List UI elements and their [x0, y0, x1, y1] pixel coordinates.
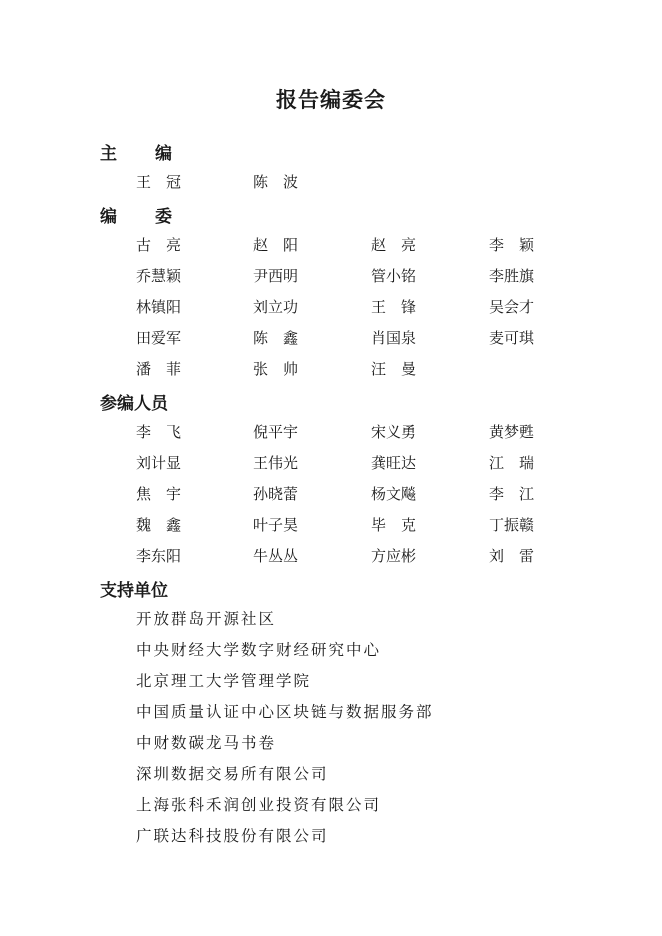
contributor-name: 丁振赣 — [489, 516, 535, 534]
board-member-name: 尹西明 — [253, 267, 299, 285]
board-member-name: 刘立功 — [253, 298, 299, 316]
board-member-name: 古 亮 — [136, 236, 182, 254]
contributors-heading: 参编人员 — [100, 394, 168, 414]
contributor-name: 魏 鑫 — [136, 516, 182, 534]
contributor-name: 黄梦甦 — [489, 423, 535, 441]
editorial-board-heading — [100, 202, 172, 227]
contributor-name: 王伟光 — [253, 454, 299, 472]
chief-editor-name: 陈 波 — [253, 173, 299, 191]
contributor-name: 孙晓蕾 — [253, 485, 299, 503]
chief-editor-heading-char-2: 编 — [155, 144, 172, 164]
contributor-name: 刘 雷 — [489, 547, 535, 565]
chief-editor-name: 王 冠 — [136, 173, 182, 191]
supporting-unit-item: 中国质量认证中心区块链与数据服务部 — [136, 703, 434, 721]
contributor-name: 李 江 — [489, 485, 535, 503]
supporting-unit-item: 开放群岛开源社区 — [136, 610, 277, 628]
editorial-board-heading-char-2: 委 — [155, 207, 172, 227]
supporting-unit-item: 中央财经大学数字财经研究中心 — [136, 641, 382, 659]
board-member-name: 李胜旗 — [489, 267, 535, 285]
contributor-name: 牛丛丛 — [253, 547, 299, 565]
supporting-unit-item: 中财数碳龙马书卷 — [136, 734, 277, 752]
board-member-name: 林镇阳 — [136, 298, 182, 316]
contributor-name: 龚旺达 — [371, 454, 417, 472]
board-member-name: 田爱军 — [136, 329, 182, 347]
contributor-name: 宋义勇 — [371, 423, 417, 441]
contributor-name: 杨文飚 — [371, 485, 417, 503]
supporting-unit-item: 北京理工大学管理学院 — [136, 672, 312, 690]
supporting-unit-item: 广联达科技股份有限公司 — [136, 827, 329, 845]
page-title: 报告编委会 — [276, 87, 386, 112]
board-member-name: 吴会才 — [489, 298, 535, 316]
board-member-name: 管小铭 — [371, 267, 417, 285]
editorial-board-heading-char-1: 编 — [100, 207, 117, 227]
chief-editor-heading — [100, 139, 172, 164]
supporting-units-heading: 支持单位 — [100, 581, 168, 601]
contributor-name: 李 飞 — [136, 423, 182, 441]
contributor-name: 叶子昊 — [253, 516, 299, 534]
contributor-name: 刘计显 — [136, 454, 182, 472]
board-member-name: 张 帅 — [253, 360, 299, 378]
contributor-name: 方应彬 — [371, 547, 417, 565]
contributor-name: 江 瑞 — [489, 454, 535, 472]
contributor-name: 李东阳 — [136, 547, 182, 565]
board-member-name: 肖国泉 — [371, 329, 417, 347]
board-member-name: 王 锋 — [371, 298, 417, 316]
board-member-name: 赵 亮 — [371, 236, 417, 254]
contributor-name: 倪平宇 — [253, 423, 299, 441]
board-member-name: 乔慧颖 — [136, 267, 182, 285]
board-member-name: 陈 鑫 — [253, 329, 299, 347]
supporting-unit-item: 深圳数据交易所有限公司 — [136, 765, 329, 783]
contributor-name: 焦 宇 — [136, 485, 182, 503]
supporting-unit-item: 上海张科禾润创业投资有限公司 — [136, 796, 382, 814]
board-member-name: 汪 曼 — [371, 360, 417, 378]
board-member-name: 李 颖 — [489, 236, 535, 254]
board-member-name: 赵 阳 — [253, 236, 299, 254]
chief-editor-heading-char-1: 主 — [100, 144, 117, 164]
contributor-name: 毕 克 — [371, 516, 417, 534]
board-member-name: 麦可琪 — [489, 329, 535, 347]
board-member-name: 潘 菲 — [136, 360, 182, 378]
